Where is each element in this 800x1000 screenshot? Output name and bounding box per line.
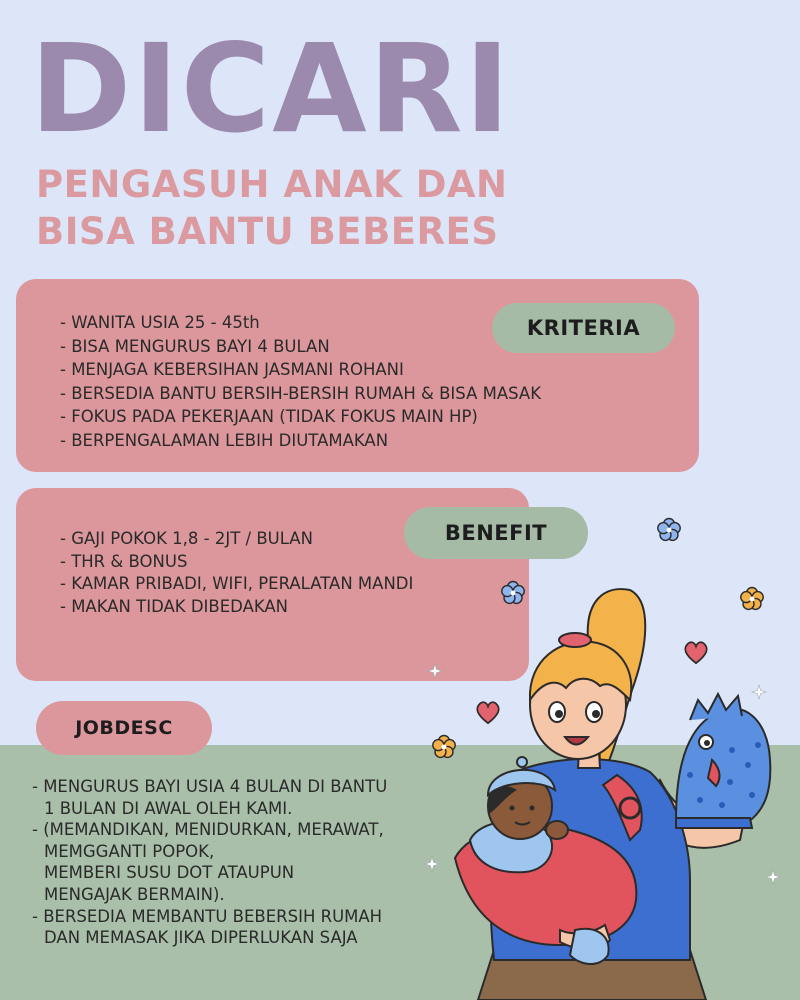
jobdesc-line: - MENGURUS BAYI USIA 4 BULAN DI BANTU [32,777,388,796]
kriteria-item: - BERPENGALAMAN LEBIH DIUTAMAKAN [60,430,389,450]
jobdesc-line: 1 BULAN DI AWAL OLEH KAMI. [44,798,293,818]
benefit-item: - GAJI POKOK 1,8 - 2JT / BULAN [60,529,313,548]
poster-subtitle-line-1: PENGASUH ANAK DAN [36,163,508,206]
jobdesc-line: MEMGGANTI POPOK, [44,841,215,861]
kriteria-item: - FOKUS PADA PEKERJAAN (TIDAK FOKUS MAIN HP) [60,407,478,426]
jobdesc-line: MENGAJAK BERMAIN). [44,884,225,904]
kriteria-label: KRITERIA [492,303,675,353]
benefit-label: BENEFIT [404,507,588,559]
kriteria-list [60,311,541,452]
poster-title: DICARI [30,18,512,160]
jobdesc-line: MEMBERI SUSU DOT ATAUPUN [44,863,295,883]
jobdesc-line: DAN MEMASAK JIKA DIPERLUKAN SAJA [44,928,358,948]
kriteria-item: - BERSEDIA BANTU BERSIH-BERSIH RUMAH & BISA MASAK [60,383,542,403]
kriteria-item: - BISA MENGURUS BAYI 4 BULAN [60,336,330,356]
jobdesc-line: - BERSEDIA MEMBANTU BEBERSIH RUMAH [32,906,383,926]
benefit-item: - MAKAN TIDAK DIBEDAKAN [60,596,289,616]
jobdesc-list [32,776,387,949]
jobdesc-line: - (MEMANDIKAN, MENIDURKAN, MERAWAT, [32,820,384,840]
benefit-list [60,528,413,618]
benefit-item: - KAMAR PRIBADI, WIFI, PERALATAN MANDI [60,574,414,593]
benefit-item: - THR & BONUS [60,551,188,571]
jobdesc-label: JOBDESC [36,701,212,755]
poster-subtitle-line-2: BISA BANTU BEBERES [36,210,499,253]
kriteria-item: - WANITA USIA 25 - 45th [60,313,260,332]
kriteria-item: - MENJAGA KEBERSIHAN JASMANI ROHANI [60,360,404,379]
